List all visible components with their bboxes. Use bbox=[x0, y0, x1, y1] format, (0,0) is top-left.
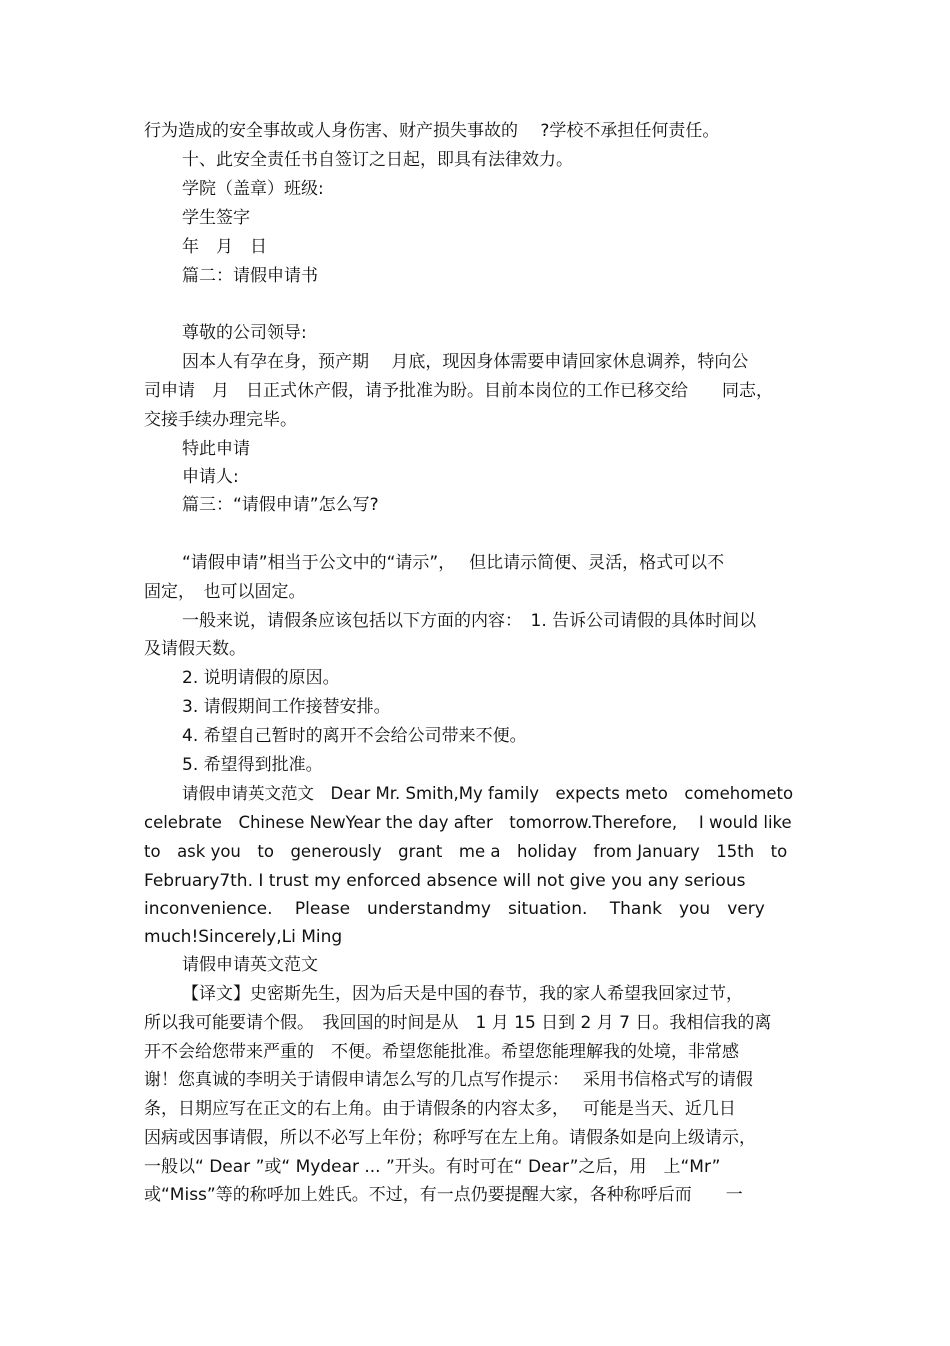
english-sample-line: to ask you to generously grant me a holiday from January 15th to bbox=[144, 842, 788, 861]
list-item: 5. 希望得到批准。 bbox=[182, 755, 323, 775]
english-sample-line: inconvenience. Please understandmy situation. Thank you very bbox=[144, 899, 765, 919]
list-item: 2. 说明请假的原因。 bbox=[182, 668, 340, 688]
english-sample-line: much!Sincerely,Li Ming bbox=[144, 927, 343, 947]
student-signature-field: 学生签字 bbox=[182, 208, 250, 228]
text-line: “请假申请”相当于公文中的“请示”， 但比请示简便、灵活，格式可以不 bbox=[182, 553, 725, 573]
text-line: 及请假天数。 bbox=[144, 639, 246, 659]
text-line: 或“Miss”等的称呼加上姓氏。不过，有一点仍要提醒大家，各种称呼后而 一 bbox=[144, 1185, 743, 1205]
text-line: 司申请 月 日正式休产假，请予批准为盼。目前本岗位的工作已移交给 同志， bbox=[144, 381, 773, 401]
text-line: 一般以“ Dear ”或“ Mydear ... ”开头。有时可在“ Dear”之后，用 上“Mr” bbox=[144, 1157, 721, 1177]
applicant-field: 申请人: bbox=[182, 467, 239, 487]
text-line: 因本人有孕在身，预产期 月底，现因身体需要申请回家休息调养，特向公 bbox=[182, 352, 749, 372]
list-item: 4. 希望自己暂时的离开不会给公司带来不便。 bbox=[182, 726, 527, 746]
text-line: 一般来说，请假条应该包括以下方面的内容： 1. 告诉公司请假的具体时间以 bbox=[182, 611, 757, 631]
text-line: 固定， 也可以固定。 bbox=[144, 582, 306, 602]
salutation: 尊敬的公司领导: bbox=[182, 323, 307, 343]
english-sample-line: celebrate Chinese NewYear the day after tomorrow.Therefore, I would like bbox=[144, 813, 792, 832]
translation-line: 【译文】史密斯先生，因为后天是中国的春节，我的家人希望我回家过节， bbox=[182, 984, 743, 1004]
sample-heading: 请假申请英文范文 bbox=[182, 955, 318, 975]
section-heading-2: 篇二：请假申请书 bbox=[182, 266, 318, 286]
english-sample-line: 请假申请英文范文 Dear Mr. Smith,My family expects meto comehometo bbox=[182, 784, 794, 803]
text-line: 条，日期应写在正文的右上角。由于请假条的内容太多， 可能是当天、近几日 bbox=[144, 1099, 736, 1119]
text-line: 因病或因事请假，所以不必写上年份；称呼写在左上角。请假条如是向上级请示， bbox=[144, 1128, 756, 1148]
translation-line: 开不会给您带来严重的 不便。希望您能批准。希望您能理解我的处境，非常感 bbox=[144, 1042, 739, 1062]
text-line: 交接手续办理完毕。 bbox=[144, 410, 297, 430]
college-class-field: 学院（盖章）班级: bbox=[182, 179, 324, 199]
section-heading-3: 篇三：“请假申请”怎么写? bbox=[182, 495, 379, 515]
clause-ten: 十、此安全责任书自签订之日起，即具有法律效力。 bbox=[182, 150, 573, 170]
text-line: 谢！您真诚的李明关于请假申请怎么写的几点写作提示： 采用书信格式写的请假 bbox=[144, 1070, 753, 1090]
list-item: 3. 请假期间工作接替安排。 bbox=[182, 697, 391, 717]
text-line: 行为造成的安全事故或人身伤害、财产损失事故的 ?学校不承担任何责任。 bbox=[144, 121, 720, 141]
english-sample-line: February7th. I trust my enforced absence will not give you any serious bbox=[144, 871, 746, 891]
translation-line: 所以我可能要请个假。 我回国的时间是从 1 月 15 日到 2 月 7 日。我相信我的离 bbox=[144, 1013, 772, 1033]
date-field: 年 月 日 bbox=[182, 237, 267, 257]
closing-line: 特此申请 bbox=[182, 439, 250, 459]
